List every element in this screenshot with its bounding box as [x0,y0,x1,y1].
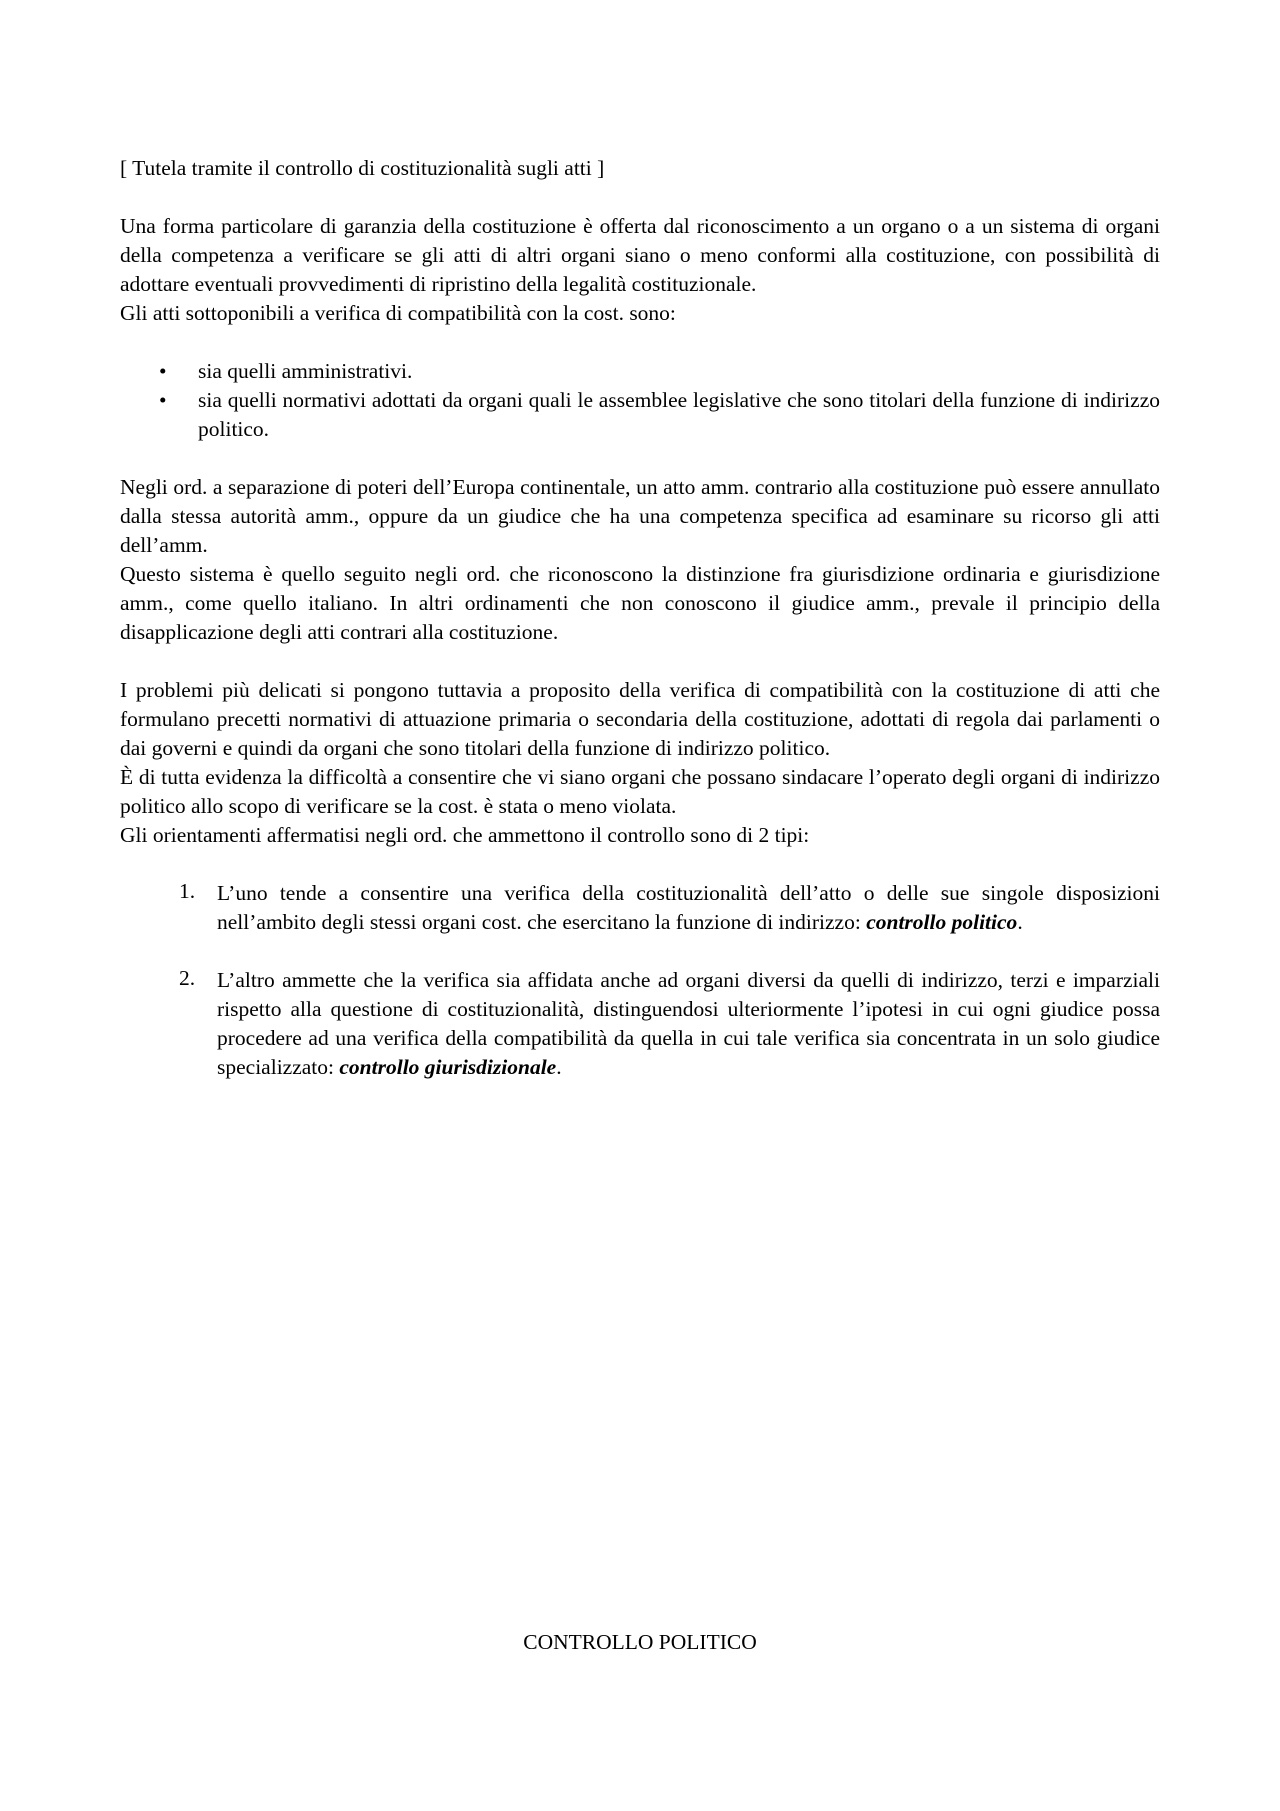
paragraph: Negli ord. a separazione di poteri dell’Europa continentale, un atto amm. contrario alla costituzione può essere annullato dalla stessa autorità amm., oppure da un giudice che ha una competenza specifica ad esaminare su ricorso gli atti dell’amm. [120,475,1160,557]
bullet-list [120,357,1160,444]
paragraph: È di tutta evidenza la difficoltà a consentire che vi siano organi che possano sindacare l’operato degli organi di indirizzo politico allo scopo di verificare se la cost. è stata o meno violata. [120,765,1160,818]
section-heading: [ Tutela tramite il controllo di costituzionalità sugli atti ] [120,156,605,180]
paragraph: I problemi più delicati si pongono tuttavia a proposito della verifica di compatibilità con la costituzione di atti che formulano precetti normativi di attuazione primaria o secondaria della costituzione, adottati di regola dai parlamenti o dai governi e quindi da organi che sono titolari della funzione di indirizzo politico. [120,678,1160,760]
bullet-icon: • [159,359,167,383]
list-item-text: L’altro ammette che la verifica sia affidata anche ad organi diversi da quelli di indirizzo, terzi e imparziali rispetto alla questione di costituzionalità, distinguendosi ulteriormente l’ipotesi in cui ogni giudice possa procedere ad una verifica della compatibilità da quella in cui tale verifica sia concentrata in un solo giudice specializzato: [217,968,1160,1079]
list-item [120,386,1160,444]
document-page [120,154,1160,1111]
list-number: 1. [179,879,196,903]
list-item [120,966,1160,1082]
intro-line: Gli atti sottoponibili a verifica di compatibilità con la cost. sono: [120,301,676,325]
footer-title: CONTROLLO POLITICO [523,1630,757,1654]
list-item [120,357,1160,386]
key-term: controllo giurisdizionale [339,1055,557,1079]
list-item-text: L’uno tende a consentire una verifica della costituzionalità dell’atto o delle sue singole disposizioni nell’ambito degli stessi organi cost. che esercitano la funzione di indirizzo: [217,881,1160,934]
list-item-end: . [1017,910,1023,934]
paragraph: Gli orientamenti affermatisi negli ord. che ammettono il controllo sono di 2 tipi: [120,823,810,847]
intro-paragraph: Una forma particolare di garanzia della costituzione è offerta dal riconoscimento a un organo o a un sistema di organi della competenza a verificare se gli atti di altri organi siano o meno conformi alla costituzione, con possibilità di adottare eventuali provvedimenti di ripristino della legalità costituzionale. [120,214,1160,296]
list-item-text: sia quelli normativi adottati da organi quali le assemblee legislative che sono titolari della funzione di indirizzo politico. [198,388,1160,441]
list-item-text: sia quelli amministrativi. [198,359,413,383]
paragraph: Questo sistema è quello seguito negli ord. che riconoscono la distinzione fra giurisdizione ordinaria e giurisdizione amm., come quello italiano. In altri ordinamenti che non conoscono il giudice amm., prevale il principio della disapplicazione degli atti contrari alla costituzione. [120,562,1160,644]
list-item [120,879,1160,937]
bullet-icon: • [159,388,167,412]
list-item-end: . [556,1055,562,1079]
list-number: 2. [179,966,196,990]
numbered-list [120,879,1160,1082]
key-term: controllo politico [866,910,1018,934]
